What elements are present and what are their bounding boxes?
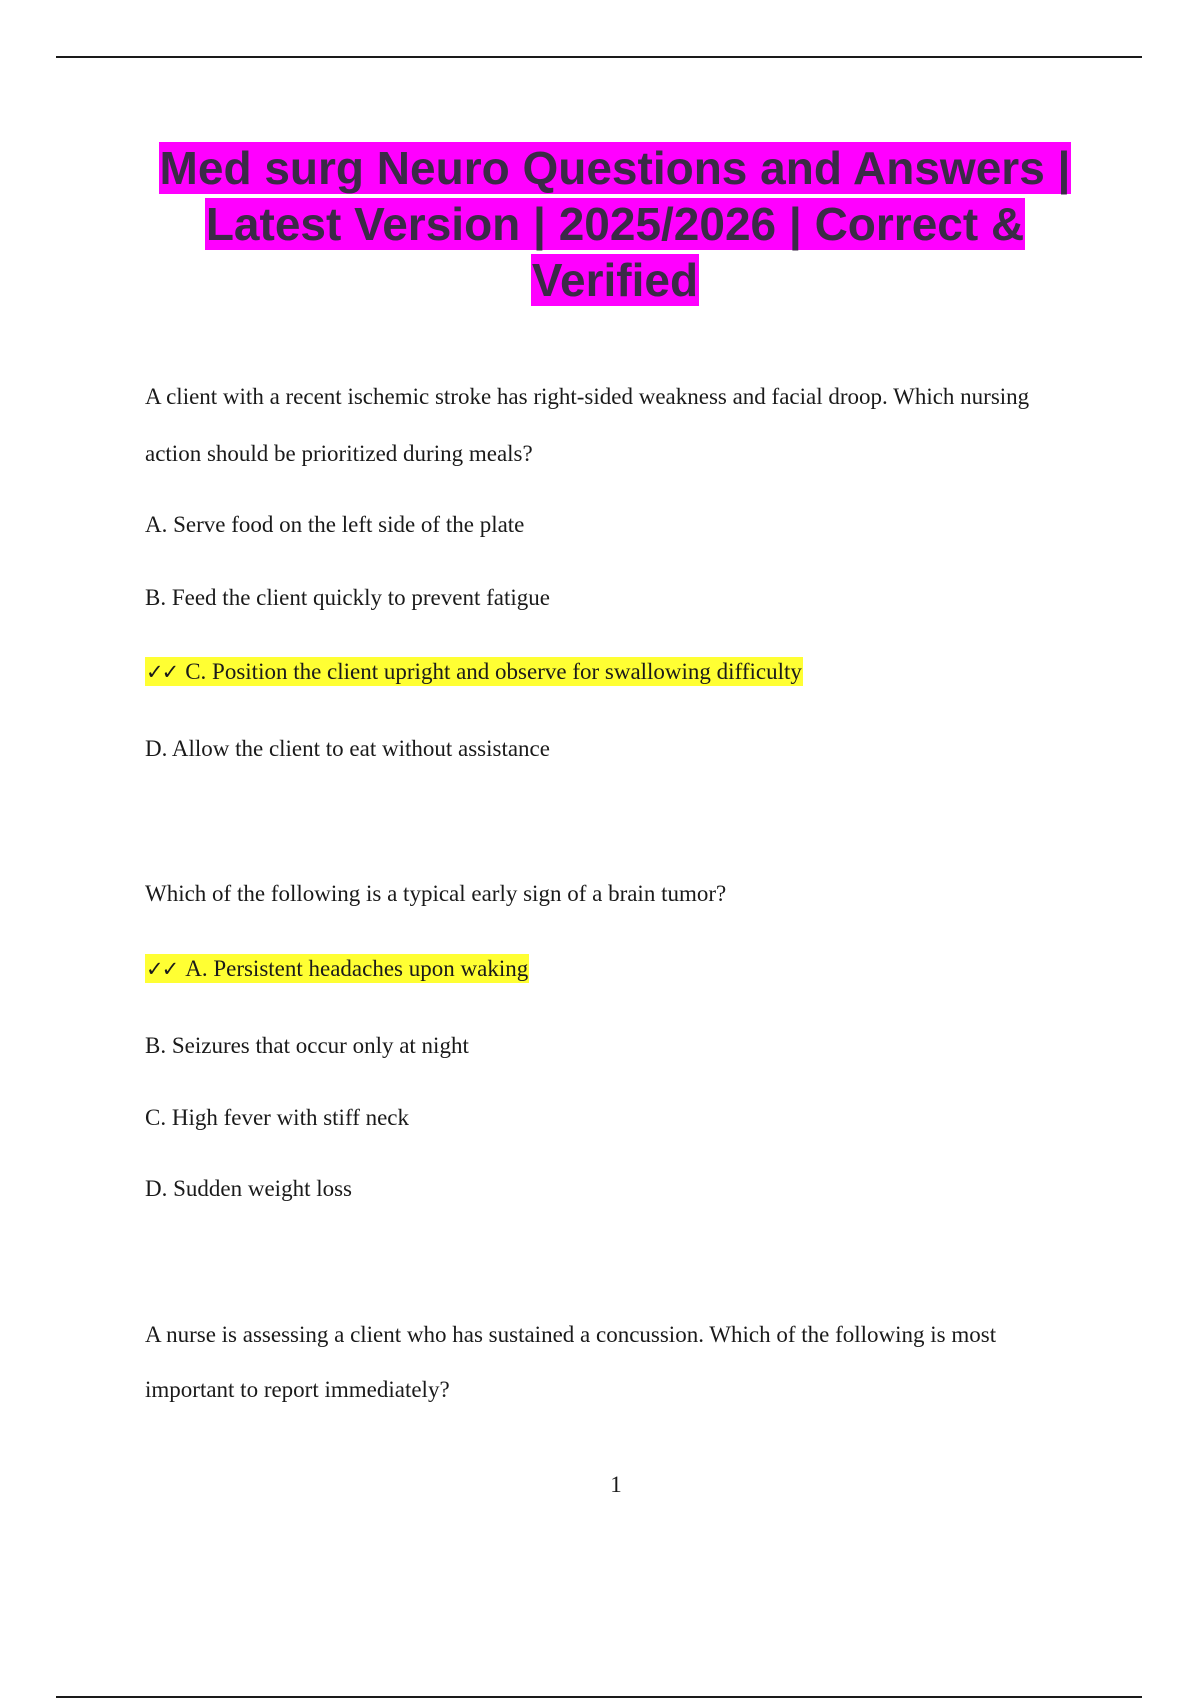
double-check-icon: ✓✓ (146, 660, 178, 684)
question-2-option-c: C. High fever with stiff neck (145, 1105, 410, 1130)
question-2-stem: Which of the following is a typical early sign of a brain tumor? (145, 881, 727, 906)
question-1-option-c-text: C. Position the client upright and observe for swallowing difficulty (185, 659, 802, 684)
footer-rule (56, 1696, 1142, 1698)
question-1-stem-line-1: A client with a recent ischemic stroke has right-sided weakness and facial droop. Which nursing (145, 384, 1030, 409)
question-1-option-d: D. Allow the client to eat without assistance (145, 736, 550, 761)
question-1-stem-line-2: action should be prioritized during meals? (145, 441, 533, 466)
question-2-option-a-text: A. Persistent headaches upon waking (185, 956, 529, 981)
question-1-option-a: A. Serve food on the left side of the plate (145, 512, 525, 537)
question-1-option-b: B. Feed the client quickly to prevent fatigue (145, 585, 550, 610)
title-highlight: Med surg Neuro Questions and Answers | Latest Version | 2025/2026 | Correct & Verified (159, 142, 1071, 306)
header-rule (56, 56, 1142, 58)
question-2-option-d: D. Sudden weight loss (145, 1176, 352, 1201)
question-2-option-b: B. Seizures that occur only at night (145, 1033, 469, 1058)
double-check-icon: ✓✓ (146, 957, 178, 981)
question-3-stem-line-1: A nurse is assessing a client who has sustained a concussion. Which of the following is most (145, 1322, 997, 1347)
page-number: 1 (610, 1472, 622, 1497)
correct-answer-highlight (145, 954, 529, 983)
question-3-stem-line-2: important to report immediately? (145, 1377, 450, 1402)
document-title (130, 140, 1100, 308)
question-2-option-a-correct (145, 955, 529, 983)
correct-answer-highlight (145, 657, 803, 686)
question-1-option-c-correct (145, 658, 803, 686)
